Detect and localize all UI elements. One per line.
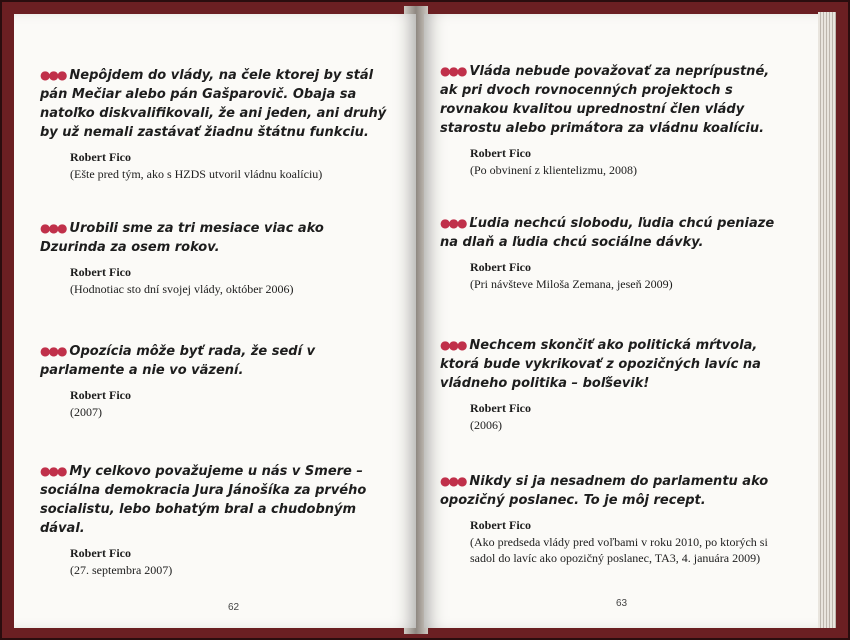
quote-source: (Pri návšteve Miloša Zemana, jeseň 2009) bbox=[470, 277, 673, 291]
quote-author: Robert Fico bbox=[470, 401, 531, 415]
quote-author: Robert Fico bbox=[470, 518, 531, 532]
three-dots-bullet-icon: ●●● bbox=[440, 474, 466, 488]
three-dots-bullet-icon: ●●● bbox=[440, 64, 466, 78]
quote-author: Robert Fico bbox=[70, 150, 131, 164]
quote-text: ●●● Nepôjdem do vlády, na čele ktorej by stál pán Mečiar alebo pán Gašparovič. Obaja sa natoľko diskvalifikovali, že ani jeden, ani druhý by už nemali zastávať žiadnu štátnu funkciu. bbox=[40, 68, 387, 140]
quote-text: ●●● Nechcem skončiť ako politická mŕtvola, ktorá bude vykrikovať z opozičných lavíc na vládneho politika – boľševik! bbox=[440, 338, 761, 391]
quote-block bbox=[440, 472, 790, 566]
quote-author: Robert Fico bbox=[70, 546, 131, 560]
quote-author: Robert Fico bbox=[70, 388, 131, 402]
quote-text: ●●● Vláda nebude považovať za neprípustné, ak pri dvoch rovnocenných projektoch s rovnakou kvalitou uprednostní člen vlády starostu alebo primátora za vládnu koalíciu. bbox=[440, 64, 770, 136]
quote-source: (2006) bbox=[470, 418, 502, 432]
three-dots-bullet-icon: ●●● bbox=[440, 338, 466, 352]
page-stack-edge bbox=[818, 12, 836, 628]
three-dots-bullet-icon: ●●● bbox=[40, 464, 66, 478]
quote-block bbox=[440, 336, 790, 433]
left-page bbox=[14, 14, 416, 628]
quote-source: (Ešte pred tým, ako s HZDS utvoril vládnu koalíciu) bbox=[70, 167, 323, 181]
quote-text: ●●● Urobili sme za tri mesiace viac ako Dzurinda za osem rokov. bbox=[40, 221, 324, 255]
quote-author: Robert Fico bbox=[470, 260, 531, 274]
three-dots-bullet-icon: ●●● bbox=[40, 68, 66, 82]
quote-block bbox=[40, 219, 388, 297]
three-dots-bullet-icon: ●●● bbox=[440, 216, 466, 230]
quote-text: ●●● Ľudia nechcú slobodu, ľudia chcú peniaze na dlaň a ľudia chcú sociálne dávky. bbox=[440, 216, 775, 250]
quote-block bbox=[40, 66, 388, 182]
three-dots-bullet-icon: ●●● bbox=[40, 344, 66, 358]
three-dots-bullet-icon: ●●● bbox=[40, 221, 66, 235]
page-number: 62 bbox=[228, 602, 240, 613]
quote-text: ●●● Opozícia môže byť rada, že sedí v parlamente a nie vo väzení. bbox=[40, 344, 316, 378]
quote-block bbox=[440, 214, 790, 292]
quote-source: (Po obvinení z klientelizmu, 2008) bbox=[470, 163, 637, 177]
quote-text: ●●● Nikdy si ja nesadnem do parlamentu ako opozičný poslanec. To je môj recept. bbox=[440, 474, 769, 508]
quote-author: Robert Fico bbox=[70, 265, 131, 279]
quote-block bbox=[40, 342, 388, 420]
quote-source: (27. septembra 2007) bbox=[70, 563, 173, 577]
quote-source: (Hodnotiac sto dní svojej vlády, október 2006) bbox=[70, 282, 294, 296]
right-page bbox=[424, 14, 818, 628]
page-number: 63 bbox=[616, 598, 628, 609]
quote-text: ●●● My celkovo považujeme u nás v Smere – sociálna demokracia Jura Jánošíka za prvého socialistu, lebo bohatým bral a chudobným dával. bbox=[40, 464, 367, 536]
quote-source: (Ako predseda vlády pred voľbami v roku 2010, po ktorých si sadol do lavíc ako opozičný poslanec, TA3, 4. januára 2009) bbox=[470, 535, 768, 565]
quote-block bbox=[440, 62, 790, 178]
quote-block bbox=[40, 462, 388, 578]
quote-author: Robert Fico bbox=[470, 146, 531, 160]
quote-source: (2007) bbox=[70, 405, 102, 419]
